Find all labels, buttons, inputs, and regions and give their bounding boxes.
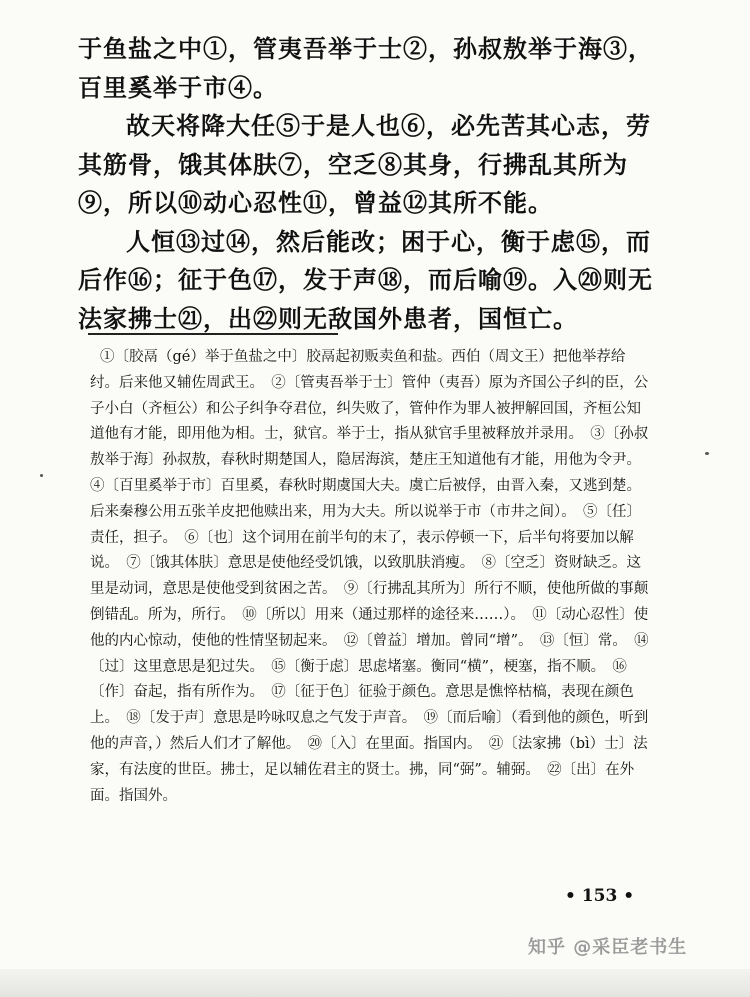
page-number: • 153 • bbox=[565, 886, 635, 906]
main-paragraph-2: 故天将降大任⑤于是人也⑥，必先苦其心志，劳其筋骨，饿其体肤⑦，空乏⑧其身，行拂乱其所为⑨，所以⑩动心忍性⑪，曾益⑫其所不能。 bbox=[78, 111, 651, 217]
main-text bbox=[78, 30, 658, 338]
scan-speck bbox=[705, 452, 709, 455]
scan-speck bbox=[40, 474, 43, 477]
watermark: 知乎 @采臣老书生 bbox=[528, 937, 688, 958]
footnotes bbox=[90, 345, 650, 809]
footnote-text: ①〔胶鬲（gé）举于鱼盐之中〕胶鬲起初贩卖鱼和盐。西伯（周文王）把他举荐给纣。后来他又辅佐周武王。 ②〔管夷吾举于士〕管仲（夷吾）原为齐国公子纠的臣，公子小白（齐桓公）和公子纠争夺君位，纠失败了，管仲作为罪人被押解回国，齐桓公知道他有才能，即用他为相。士，狱官。举于士，指从狱官手里被释放并录用。 ③〔孙叔敖举于海〕孙叔敖，春秋时期楚国人，隐居海滨，楚庄王知道他有才能，用他为令尹。 ④〔百里奚举于市〕百里奚，春秋时期虞国大夫。虞亡后被俘，由晋入秦，又逃到楚。后来秦穆公用五张羊皮把他赎出来，用为大夫。所以说举于市（市井之间）。 ⑤〔任〕责任，担子。 ⑥〔也〕这个词用在前半句的末了，表示停顿一下，后半句将要加以解说。 ⑦〔饿其体肤〕意思是使他经受饥饿，以致肌肤消瘦。 ⑧〔空乏〕资财缺乏。这里是动词，意思是使他受到贫困之苦。 ⑨〔行拂乱其所为〕所行不顺，使他所做的事颠倒错乱。所为，所行。 ⑩〔所以〕用来（通过那样的途径来……）。 ⑪〔动心忍性〕使他的内心惊动，使他的性情坚韧起来。 ⑫〔曾益〕增加。曾同“增”。 ⑬〔恒〕常。 ⑭〔过〕这里意思是犯过失。 ⑮〔衡于虑〕思虑堵塞。衡同“横”，梗塞，指不顺。 ⑯〔作〕奋起，指有所作为。 ⑰〔征于色〕征验于颜色。意思是憔悴枯槁，表现在颜色上。 ⑱〔发于声〕意思是吟咏叹息之气发于声音。 ⑲〔而后喻〕（看到他的颜色，听到他的声音，）然后人们才了解他。 ⑳〔入〕在里面。指国内。 ㉑〔法家拂（bì）士〕法家，有法度的世臣。拂士，足以辅佐君主的贤士。拂，同“弼”。辅弼。 ㉒〔出〕在外面。指国外。 bbox=[90, 349, 649, 804]
footnote-divider bbox=[88, 333, 338, 335]
main-paragraph-1: 于鱼盐之中①，管夷吾举于士②，孙叔敖举于海③，百里奚举于市④。 bbox=[78, 34, 653, 102]
scan-edge bbox=[0, 969, 750, 997]
main-paragraph-3: 人恒⑬过⑭，然后能改；困于心，衡于虑⑮，而后作⑯；征于色⑰，发于声⑱，而后喻⑲。入⑳则无法家拂士㉑，出㉒则无敌国外患者，国恒亡。 bbox=[78, 226, 653, 333]
